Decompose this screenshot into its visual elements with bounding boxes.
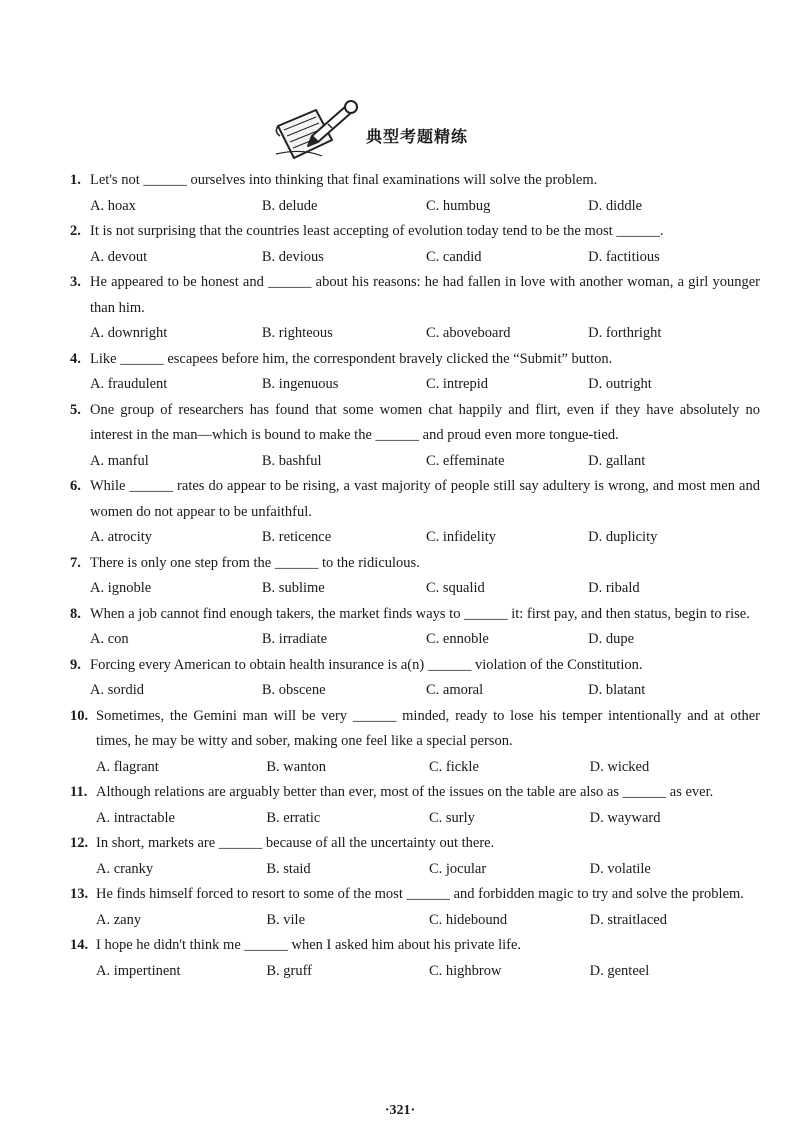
- answer-option[interactable]: A. intractable: [96, 809, 175, 826]
- answer-options: [90, 245, 760, 271]
- answer-option[interactable]: C. jocular: [428, 860, 487, 877]
- answer-options: [96, 857, 760, 883]
- answer-option[interactable]: D. wayward: [589, 809, 661, 826]
- section-header: [272, 96, 532, 166]
- answer-option[interactable]: B. bashful: [261, 452, 322, 469]
- answer-option[interactable]: D. volatile: [589, 860, 651, 877]
- answer-options: [96, 908, 760, 934]
- question-item: [70, 602, 760, 653]
- answer-option[interactable]: D. wicked: [589, 758, 650, 775]
- question-number: 10.: [70, 707, 89, 724]
- answer-option[interactable]: A. cranky: [96, 860, 154, 877]
- answer-option[interactable]: C. amoral: [425, 682, 484, 698]
- question-stem: In short, markets are ______ because of all the uncertainty out there.: [96, 835, 495, 851]
- question-item: [70, 347, 760, 398]
- answer-option[interactable]: C. squalid: [425, 580, 485, 596]
- question-item: [70, 219, 760, 270]
- question-stem: While ______ rates do appear to be rising, a vast majority of people still say adultery is wrong, and most men and women do not appear to be unfaithful.: [90, 478, 760, 520]
- question-list: [70, 168, 760, 984]
- question-stem: Sometimes, the Gemini man will be very ______ minded, ready to lose his temper intentionally and at other times, he may be witty and sober, making one feel like a special person.: [96, 707, 760, 749]
- answer-option[interactable]: D. genteel: [589, 962, 650, 979]
- question-stem: One group of researchers has found that some women chat happily and flirt, even if they have absolutely no interest in the man—which is bound to make the ______ and proud even more tongue-tied.: [90, 401, 760, 443]
- question-stem: Like ______ escapees before him, the correspondent bravely clicked the “Submit” button.: [90, 350, 613, 367]
- answer-option[interactable]: B. vile: [266, 911, 306, 928]
- answer-option[interactable]: B. ingenuous: [261, 376, 339, 392]
- question-item: [70, 551, 760, 602]
- question-number: 3.: [70, 274, 81, 290]
- question-stem: There is only one step from the ______ to the ridiculous.: [90, 554, 420, 571]
- question-number: 11.: [70, 784, 88, 800]
- question-number: 4.: [70, 350, 81, 367]
- answer-option[interactable]: C. effeminate: [425, 452, 505, 469]
- answer-option[interactable]: C. candid: [425, 248, 482, 265]
- question-number: 6.: [70, 478, 81, 494]
- answer-option[interactable]: A. flagrant: [96, 758, 159, 775]
- answer-options: [90, 525, 760, 551]
- answer-option[interactable]: A. impertinent: [96, 962, 181, 979]
- question-item: [70, 398, 760, 475]
- answer-option[interactable]: A. zany: [96, 911, 142, 928]
- answer-option[interactable]: D. outright: [588, 376, 652, 392]
- answer-option[interactable]: D. straitlaced: [589, 911, 667, 928]
- answer-option[interactable]: C. highbrow: [428, 962, 502, 979]
- question-number: 13.: [70, 886, 89, 902]
- answer-options: [96, 806, 760, 832]
- answer-option[interactable]: C. hidebound: [428, 911, 508, 928]
- answer-option[interactable]: C. humbug: [425, 197, 491, 214]
- answer-options: [96, 959, 760, 985]
- answer-option[interactable]: B. righteous: [261, 325, 333, 341]
- answer-options: [90, 372, 760, 398]
- question-stem: He finds himself forced to resort to some of the most ______ and forbidden magic to try and solve the problem.: [96, 886, 744, 902]
- answer-option[interactable]: A. fraudulent: [90, 376, 168, 392]
- answer-option[interactable]: A. atrocity: [90, 529, 153, 545]
- question-number: 12.: [70, 835, 89, 851]
- answer-option[interactable]: D. diddle: [588, 197, 643, 214]
- answer-option[interactable]: C. intrepid: [425, 376, 488, 392]
- answer-option[interactable]: B. obscene: [261, 682, 326, 698]
- answer-options: [96, 755, 760, 781]
- question-number: 2.: [70, 223, 81, 239]
- question-number: 14.: [70, 937, 89, 953]
- question-item: [70, 831, 760, 882]
- answer-option[interactable]: C. infidelity: [425, 529, 497, 545]
- question-stem: It is not surprising that the countries least accepting of evolution today tend to be the most ______.: [90, 223, 664, 239]
- answer-option[interactable]: A. sordid: [90, 682, 144, 698]
- answer-option[interactable]: C. surly: [428, 809, 475, 826]
- answer-option[interactable]: A. con: [90, 631, 129, 647]
- answer-options: [90, 678, 760, 704]
- question-stem: Let's not ______ ourselves into thinking that final examinations will solve the problem.: [90, 172, 598, 188]
- answer-option[interactable]: B. delude: [261, 197, 318, 214]
- answer-options: [90, 321, 760, 347]
- question-item: [70, 270, 760, 347]
- question-stem: Forcing every American to obtain health insurance is a(n) ______ violation of the Constitution.: [90, 656, 643, 673]
- pen-and-paper-icon: [272, 96, 362, 166]
- page-number: ·321·: [384, 1103, 416, 1118]
- question-stem: He appeared to be honest and ______ about his reasons: he had fallen in love with another woman, a girl younger than him.: [90, 274, 760, 316]
- answer-option[interactable]: C. ennoble: [425, 631, 489, 647]
- question-item: [70, 474, 760, 551]
- question-item: [70, 704, 760, 781]
- answer-option[interactable]: A. hoax: [90, 197, 136, 214]
- answer-option[interactable]: D. gallant: [588, 452, 646, 469]
- question-item: [70, 653, 760, 704]
- question-number: 1.: [70, 172, 81, 188]
- answer-option[interactable]: C. fickle: [428, 758, 479, 775]
- question-item: [70, 933, 760, 984]
- answer-option[interactable]: A. manful: [90, 452, 149, 469]
- question-item: [70, 882, 760, 933]
- answer-option[interactable]: A. downright: [90, 325, 168, 341]
- answer-option[interactable]: C. aboveboard: [425, 325, 511, 341]
- question-number: 5.: [70, 401, 81, 418]
- question-number: 7.: [70, 554, 81, 571]
- answer-option[interactable]: B. sublime: [261, 580, 325, 596]
- answer-option[interactable]: B. erratic: [266, 809, 321, 826]
- answer-option[interactable]: B. irradiate: [261, 631, 328, 647]
- answer-options: [90, 627, 760, 653]
- question-stem: I hope he didn't think me ______ when I asked him about his private life.: [96, 937, 522, 953]
- answer-option[interactable]: B. gruff: [266, 962, 313, 979]
- page-title: 典型考题精练: [366, 127, 469, 146]
- answer-option[interactable]: D. ribald: [588, 580, 640, 596]
- answer-option[interactable]: D. dupe: [588, 631, 635, 647]
- answer-option[interactable]: B. devious: [261, 248, 324, 265]
- answer-option[interactable]: A. devout: [90, 248, 148, 265]
- answer-option[interactable]: B. wanton: [266, 758, 326, 775]
- question-stem: Although relations are arguably better than ever, most of the issues on the table are also as ______ as ever.: [96, 784, 714, 800]
- answer-option[interactable]: D. duplicity: [588, 529, 658, 545]
- question-number: 9.: [70, 656, 81, 673]
- answer-options: [90, 449, 760, 475]
- question-stem: When a job cannot find enough takers, the market finds ways to ______ it: first pay, and then status, begin to rise.: [90, 605, 750, 622]
- answer-option[interactable]: D. factitious: [588, 248, 660, 265]
- answer-options: [90, 194, 760, 220]
- answer-option[interactable]: B. staid: [266, 860, 311, 877]
- question-item: [70, 780, 760, 831]
- answer-option[interactable]: B. reticence: [261, 529, 332, 545]
- question-number: 8.: [70, 605, 81, 622]
- answer-options: [90, 576, 760, 602]
- answer-option[interactable]: D. blatant: [588, 682, 646, 698]
- answer-option[interactable]: D. forthright: [588, 325, 662, 341]
- answer-option[interactable]: A. ignoble: [90, 580, 152, 596]
- question-item: [70, 168, 760, 219]
